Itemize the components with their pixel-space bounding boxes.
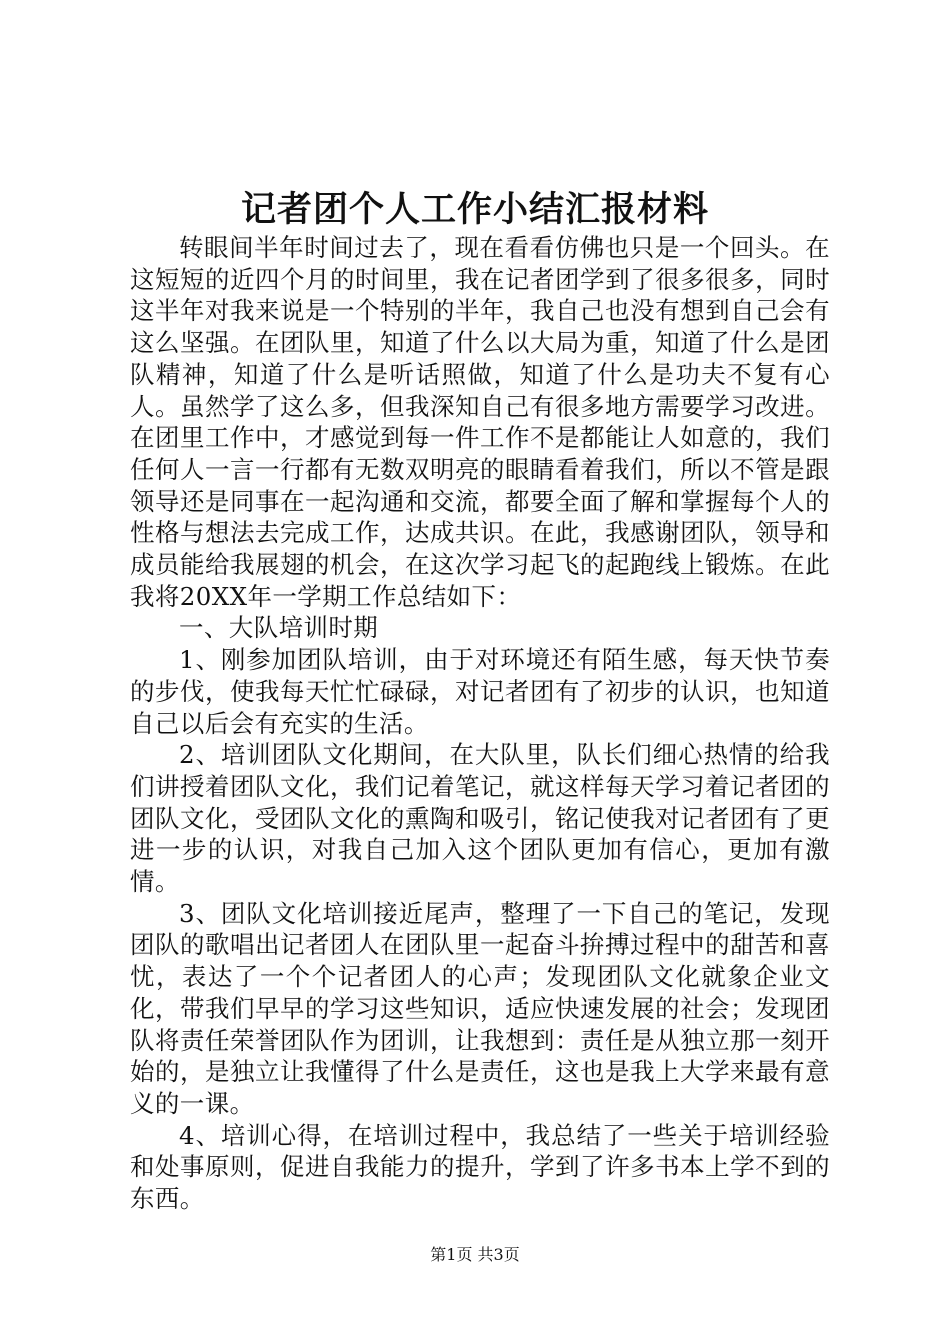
paragraph-item-4: 4、培训心得，在培训过程中，我总结了一些关于培训经验和处事原则，促进自我能力的提升，学到了许多书本上学不到的东西。 bbox=[130, 1120, 830, 1214]
intro-paragraph: 转眼间半年时间过去了，现在看看仿佛也只是一个回头。在这短短的近四个月的时间里，我在记者团学到了很多很多，同时这半年对我来说是一个特别的半年，我自己也没有想到自己会有这么坚强。在团队里，知道了什么以大局为重，知道了什么是团队精神，知道了什么是听话照做，知道了什么是功夫不复有心人。虽然学了这么多，但我深知自己有很多地方需要学习改进。在团里工作中，才感觉到每一件工作不是都能让人如意的，我们任何人一言一行都有无数双明亮的眼睛看着我们，所以不管是跟领导还是同事在一起沟通和交流，都要全面了解和掌握每个人的性格与想法去完成工作，达成共识。在此，我感谢团队，领导和成员能给我展翅的机会，在这次学习起飞的起跑线上锻炼。在此我将20XX年一学期工作总结如下： bbox=[130, 233, 830, 611]
document-title: 记者团个人工作小结汇报材料 bbox=[240, 189, 709, 230]
paragraph-item-2: 2、培训团队文化期间，在大队里，队长们细心热情的给我们讲授着团队文化，我们记着笔记，就这样每天学习着记者团的团队文化，受团队文化的熏陶和吸引，铭记使我对记者团有了更进一步的认识，对我自己加入这个团队更加有信心，更加有激情。 bbox=[130, 740, 830, 897]
paragraph-item-1: 1、刚参加团队培训，由于对环境还有陌生感，每天快节奏的步伐，使我每天忙忙碌碌，对记者团有了初步的认识，也知道自己以后会有充实的生活。 bbox=[130, 645, 830, 738]
section-heading: 一、大队培训时期 bbox=[179, 613, 379, 643]
page-number-footer: 第1页 共3页 bbox=[430, 1245, 520, 1264]
document-body bbox=[130, 232, 830, 1215]
paragraph-item-3: 3、团队文化培训接近尾声，整理了一下自己的笔记，发现团队的歌唱出记者团人在团队里一起奋斗拚搏过程中的甜苦和喜忧，表达了一个个记者团人的心声；发现团队文化就象企业文化，带我们早早的学习这些知识，适应快速发展的社会；发现团队将责任荣誉团队作为团训，让我想到：责任是从独立那一刻开始的，是独立让我懂得了什么是责任，这也是我上大学来最有意义的一课。 bbox=[130, 898, 830, 1118]
